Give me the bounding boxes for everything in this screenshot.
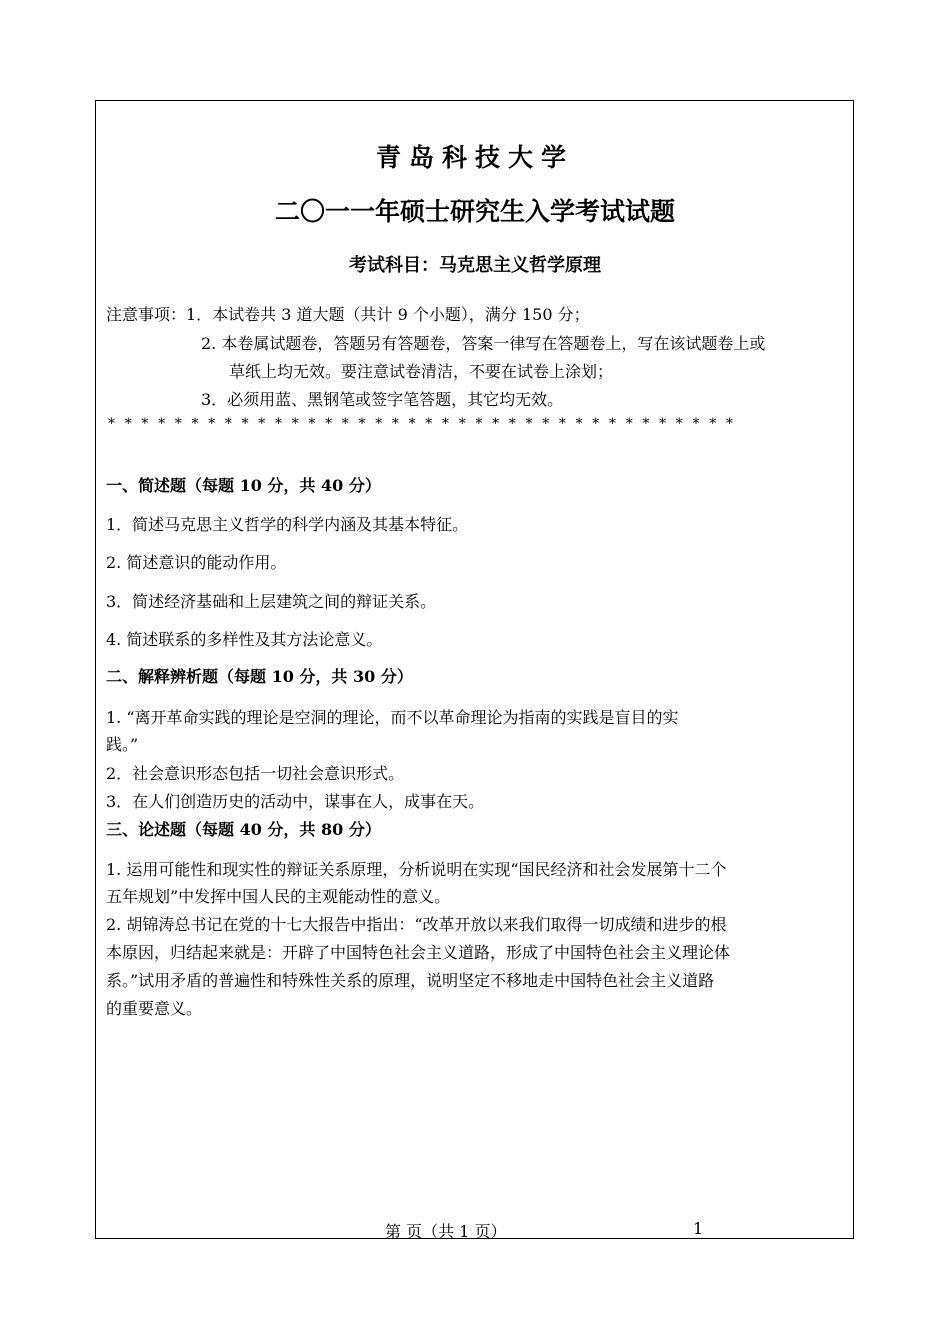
notes-line-4: 3．必须用蓝、黑钢笔或签字笔答题，其它均无效。 — [201, 390, 564, 409]
section-2-question-1-line-2: 践。” — [106, 735, 139, 754]
university-title: 青岛科技大学 — [375, 143, 574, 172]
section-1-question-1: 1．简述马克思主义哲学的科学内涵及其基本特征。 — [106, 515, 469, 534]
section-3-question-1-line-2: 五年规划”中发挥中国人民的主观能动性的意义。 — [106, 887, 451, 906]
section-1-question-3: 3．简述经济基础和上层建筑之间的辩证关系。 — [106, 592, 437, 611]
section-3-heading: 三、论述题（每题 40 分，共 80 分） — [106, 820, 381, 839]
exam-subject: 考试科目：马克思主义哲学原理 — [349, 255, 601, 276]
section-2-question-3: 3．在人们创造历史的活动中，谋事在人，成事在天。 — [106, 792, 485, 811]
footer-page-number: 1 — [693, 1219, 704, 1238]
notes-line-2: 2. 本卷属试题卷，答题另有答题卷，答案一律写在答题卷上，写在该试题卷上或 — [201, 334, 766, 353]
section-3-question-2-line-2: 本原因，归结起来就是：开辟了中国特色社会主义道路，形成了中国特色社会主义理论体 — [106, 943, 731, 962]
section-2-heading: 二、解释辨析题（每题 10 分，共 30 分） — [106, 667, 413, 686]
notes-line-3: 草纸上均无效。要注意试卷清洁，不要在试卷上涂划； — [229, 362, 614, 381]
exam-title: 二〇一一年硕士研究生入学考试试题 — [274, 197, 675, 226]
notes-line-1: 注意事项：1．本试卷共 3 道大题（共计 9 个小题），满分 150 分； — [106, 305, 590, 324]
separator-stars: ************************************** — [108, 416, 743, 432]
footer-page-label: 第 页（共 1 页） — [385, 1222, 507, 1241]
section-2-question-2: 2．社会意识形态包括一切社会意识形式。 — [106, 764, 405, 783]
section-1-question-2: 2. 简述意识的能动作用。 — [106, 553, 287, 572]
section-1-question-4: 4. 简述联系的多样性及其方法论意义。 — [106, 630, 383, 649]
section-3-question-2-line-3: 系。”试用矛盾的普遍性和特殊性关系的原理，说明坚定不移地走中国特色社会主义道路 — [106, 971, 715, 990]
section-3-question-1-line-1: 1. 运用可能性和现实性的辩证关系原理，分析说明在实现“国民经济和社会发展第十二个 — [106, 860, 727, 879]
section-3-question-2-line-4: 的重要意义。 — [106, 999, 203, 1018]
section-2-question-1-line-1: 1. “离开革命实践的理论是空洞的理论，而不以革命理论为指南的实践是盲目的实 — [106, 708, 679, 727]
section-1-heading: 一、简述题（每题 10 分，共 40 分） — [106, 476, 381, 495]
section-3-question-2-line-1: 2. 胡锦涛总书记在党的十七大报告中指出：“改革开放以来我们取得一切成绩和进步的根 — [106, 915, 727, 934]
